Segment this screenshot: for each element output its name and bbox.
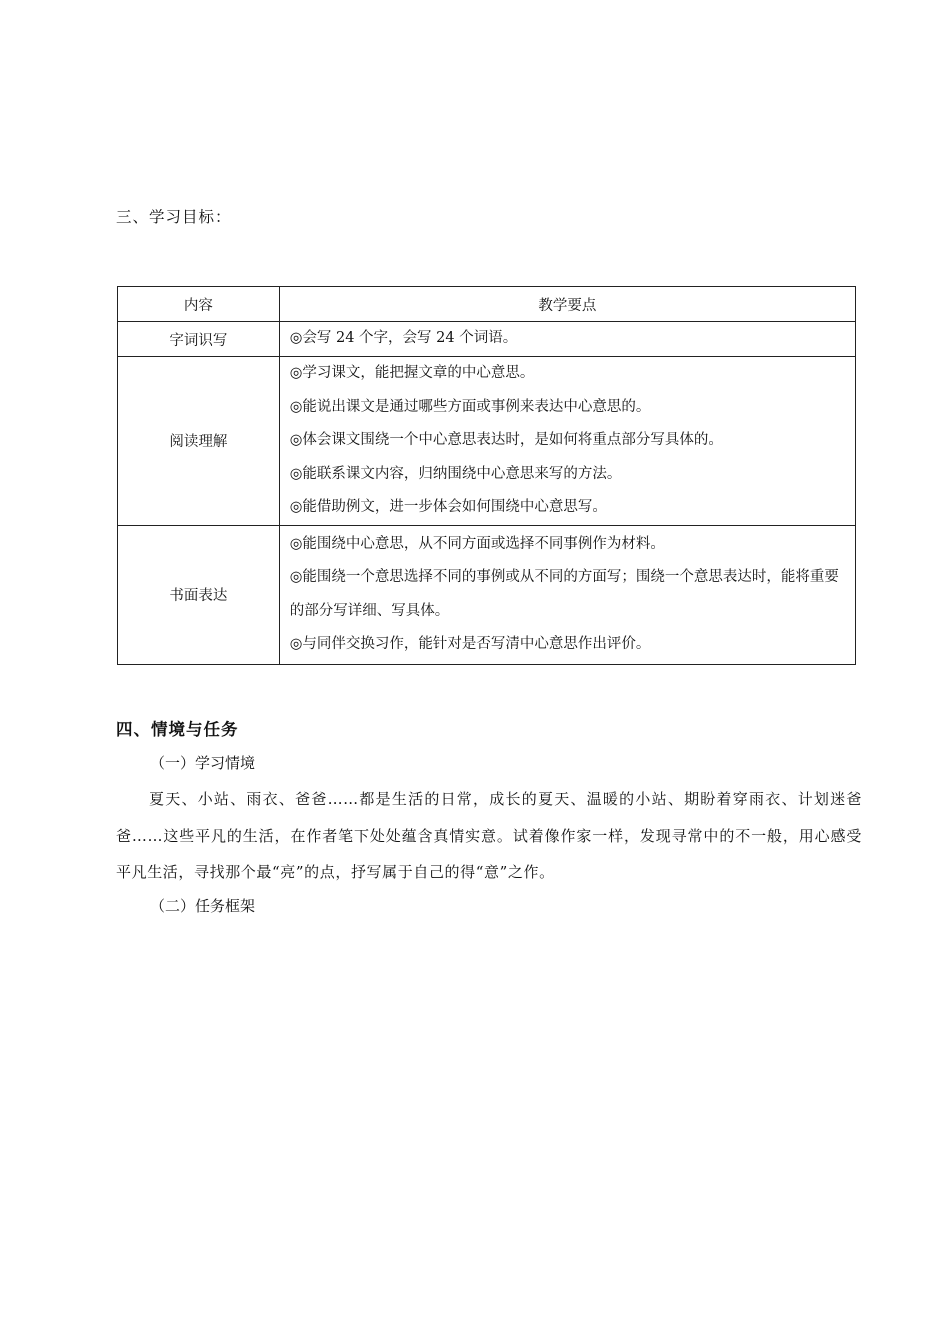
section-4-title: 四、情境与任务 <box>116 720 239 739</box>
row-points <box>279 525 855 664</box>
point-item: ◎能围绕一个意思选择不同的事例或从不同的方面写；围绕一个意思表达时，能将重要的部分写详细、写具体。 <box>289 569 839 619</box>
row-content-label: 字词识写 <box>118 322 280 357</box>
table-header-row <box>118 287 856 322</box>
row-content-label: 书面表达 <box>118 525 280 664</box>
learning-objectives-table <box>117 286 856 665</box>
row-content-label: 阅读理解 <box>118 357 280 526</box>
point-item: ◎能说出课文是通过哪些方面或事例来表达中心意思的。 <box>289 398 651 415</box>
point-item: ◎学习课文，能把握文章的中心意思。 <box>289 365 535 381</box>
point-item: ◎会写 24 个字，会写 24 个词语。 <box>289 330 518 347</box>
situation-paragraph: 夏天、小站、雨衣、爸爸……都是生活的日常，成长的夏天、温暖的小站、期盼着穿雨衣、计划迷爸爸……这些平凡的生活，在作者笔下处处蕴含真情实意。试着像作家一样，发现寻常中的不一般，用心感受平凡生活，寻找那个最“亮”的点，抒写属于自己的得“意”之作。 <box>116 790 862 881</box>
table-row <box>118 525 856 664</box>
table-row <box>118 357 856 526</box>
header-points: 教学要点 <box>279 287 855 322</box>
point-item: ◎与同伴交换习作，能针对是否写清中心意思作出评价。 <box>289 636 651 652</box>
section-3-title: 三、学习目标： <box>116 208 232 226</box>
table-row <box>118 322 856 357</box>
subheading-task-framework: （二）任务框架 <box>150 897 256 915</box>
point-item: ◎能围绕中心意思，从不同方面或选择不同事例作为材料。 <box>289 535 665 552</box>
point-item: ◎能联系课文内容，归纳围绕中心意思来写的方法。 <box>289 465 622 482</box>
row-points <box>279 357 855 526</box>
point-item: ◎能借助例文，进一步体会如何围绕中心意思写。 <box>289 499 607 515</box>
subheading-learning-situation: （一）学习情境 <box>150 754 256 772</box>
point-item: ◎体会课文围绕一个中心意思表达时，是如何将重点部分写具体的。 <box>289 432 723 448</box>
row-points <box>279 322 855 357</box>
header-content: 内容 <box>118 287 280 322</box>
